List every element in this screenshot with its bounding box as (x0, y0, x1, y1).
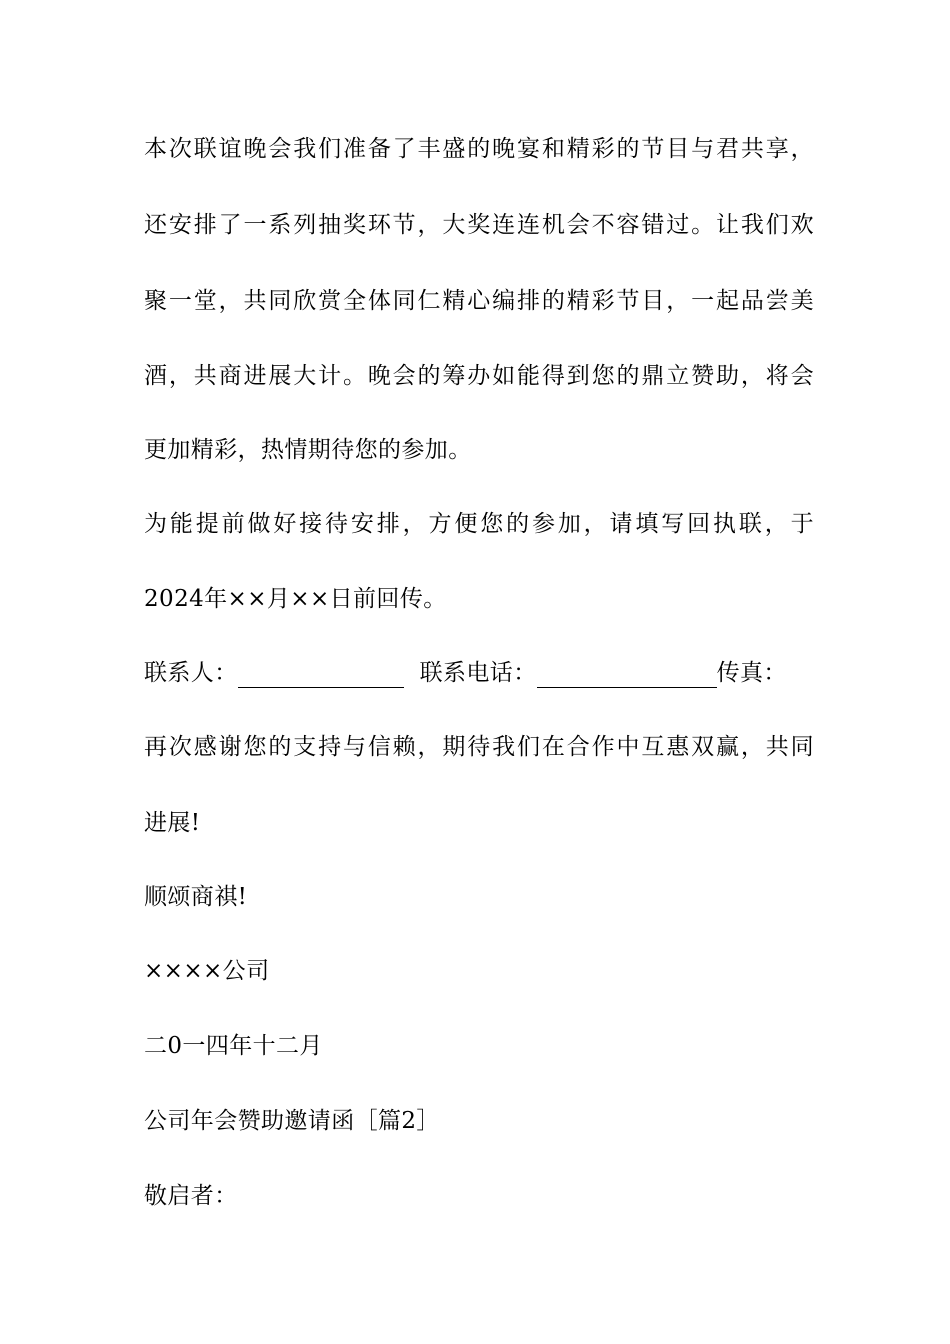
paragraph-line-2: 还安排了一系列抽奖环节，大奖连连机会不容错过。让我们欢 (144, 212, 814, 238)
contact-person-blank (238, 667, 404, 688)
contact-fax-label: 传真： (716, 660, 787, 686)
closing-line-2: 进展! (144, 810, 201, 836)
paragraph-line-6: 为能提前做好接待安排，方便您的参加，请填写回执联，于 (144, 511, 814, 537)
contact-person-label: 联系人： (144, 660, 238, 686)
company-signature: ××××公司 (144, 958, 270, 984)
paragraph-line-7: 2024年××月××日前回传。 (144, 586, 447, 612)
contact-phone-label: 联系电话： (419, 660, 537, 686)
paragraph-line-1: 本次联谊晚会我们准备了丰盛的晚宴和精彩的节目与君共享， (144, 136, 814, 162)
greeting-line: 敬启者： (144, 1183, 238, 1209)
paragraph-line-3: 聚一堂，共同欣赏全体同仁精心编排的精彩节目，一起品尝美 (144, 288, 814, 314)
paragraph-line-5: 更加精彩，热情期待您的参加。 (144, 437, 472, 463)
contact-phone-blank (537, 667, 717, 688)
section-title: 公司年会赞助邀请函［篇2］ (144, 1108, 440, 1134)
date-line: 二0一四年十二月 (144, 1033, 323, 1059)
closing-line-1: 再次感谢您的支持与信赖，期待我们在合作中互惠双赢，共同 (144, 734, 814, 760)
paragraph-line-4: 酒，共商进展大计。晚会的筹办如能得到您的鼎立赞助，将会 (144, 363, 814, 389)
contact-line (144, 658, 814, 688)
salutation-line: 顺颂商祺! (144, 884, 248, 910)
